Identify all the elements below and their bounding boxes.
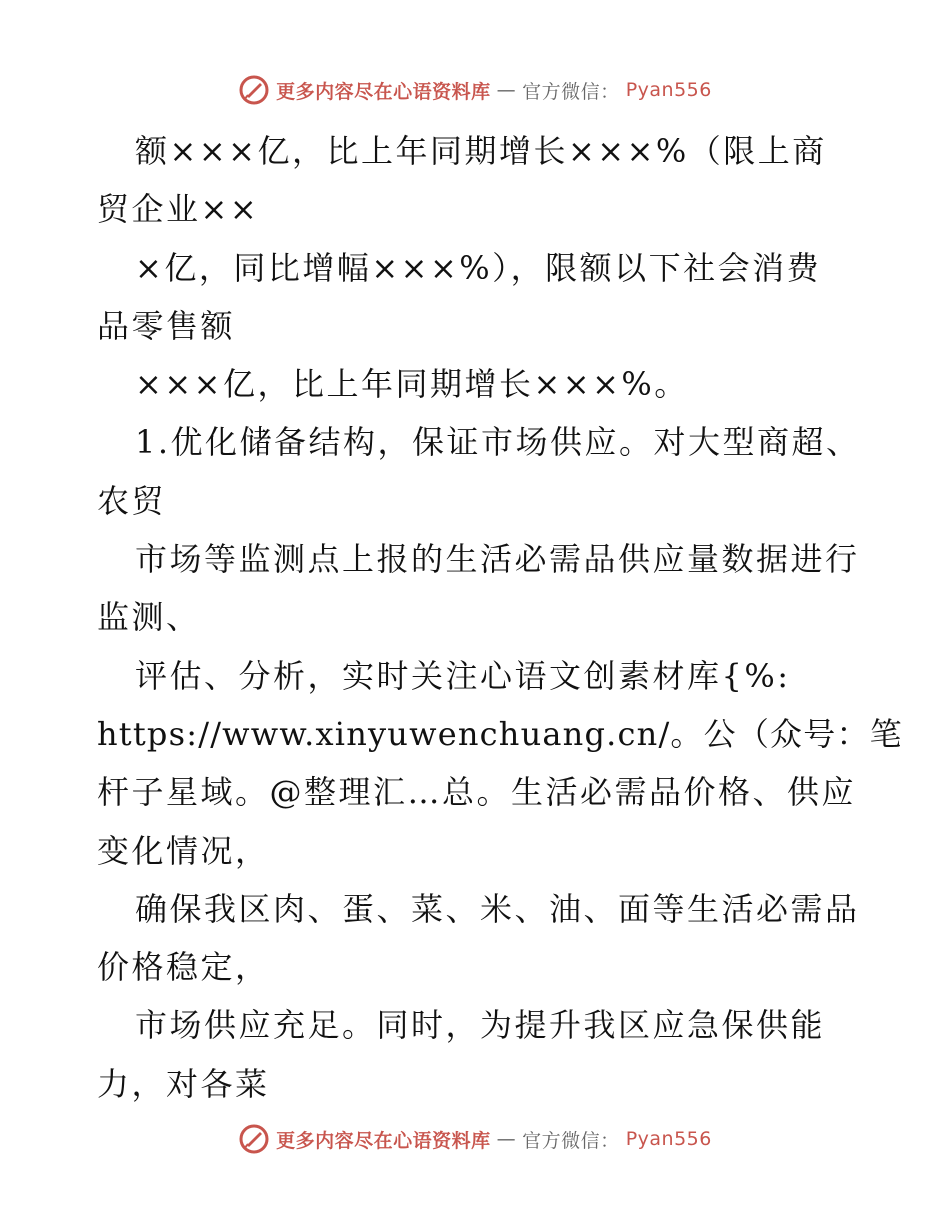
text-line: 变化情况，: [97, 831, 270, 870]
watermark-official: 官方微信：: [522, 80, 620, 103]
text-line: 确保我区肉、蛋、菜、米、油、面等生活必需品: [135, 889, 860, 928]
text-line: 市场等监测点上报的生活必需品供应量数据进行: [135, 540, 860, 579]
text-line: 监测、: [97, 598, 201, 637]
document-body: [97, 122, 903, 1113]
text-line: 市场供应充足。同时，为提升我区应急保供能: [135, 1006, 826, 1045]
watermark-wechat-id: Pyan556: [625, 79, 712, 101]
footer-watermark: [0, 1119, 950, 1159]
watermark-brand: 更多内容尽在心语资料库: [276, 1129, 491, 1152]
text-line: 品零售额: [97, 306, 236, 345]
text-line: 贸企业××: [97, 190, 260, 229]
text-line: 1.优化储备结构，保证市场供应。对大型商超、: [135, 423, 861, 462]
text-line: 额×××亿，比上年同期增长×××%（限上商: [135, 132, 827, 170]
watermark-brand: 更多内容尽在心语资料库: [276, 80, 491, 103]
watermark-dash: —: [496, 1128, 517, 1150]
text-line: 杆子星域。@整理汇…总。生活必需品价格、供应: [97, 773, 857, 812]
watermark-wechat-id: Pyan556: [625, 1128, 712, 1150]
text-line: https://www.xinyuwenchuang.cn/。公（众号：笔: [97, 714, 903, 753]
text-line: 价格稳定，: [97, 948, 270, 987]
quill-logo-icon: [238, 74, 270, 106]
text-line: ×××亿，比上年同期增长×××%。: [135, 365, 689, 404]
text-line: 力，对各菜: [97, 1064, 270, 1103]
text-line: ×亿，同比增幅×××%），限额以下社会消费: [135, 248, 822, 287]
watermark-dash: —: [496, 79, 517, 101]
quill-logo-icon: [238, 1123, 270, 1155]
text-line: 农贸: [97, 481, 167, 520]
watermark-official: 官方微信：: [522, 1129, 620, 1152]
text-line: 评估、分析，实时关注心语文创素材库{%:: [135, 656, 791, 695]
header-watermark: [0, 70, 950, 110]
